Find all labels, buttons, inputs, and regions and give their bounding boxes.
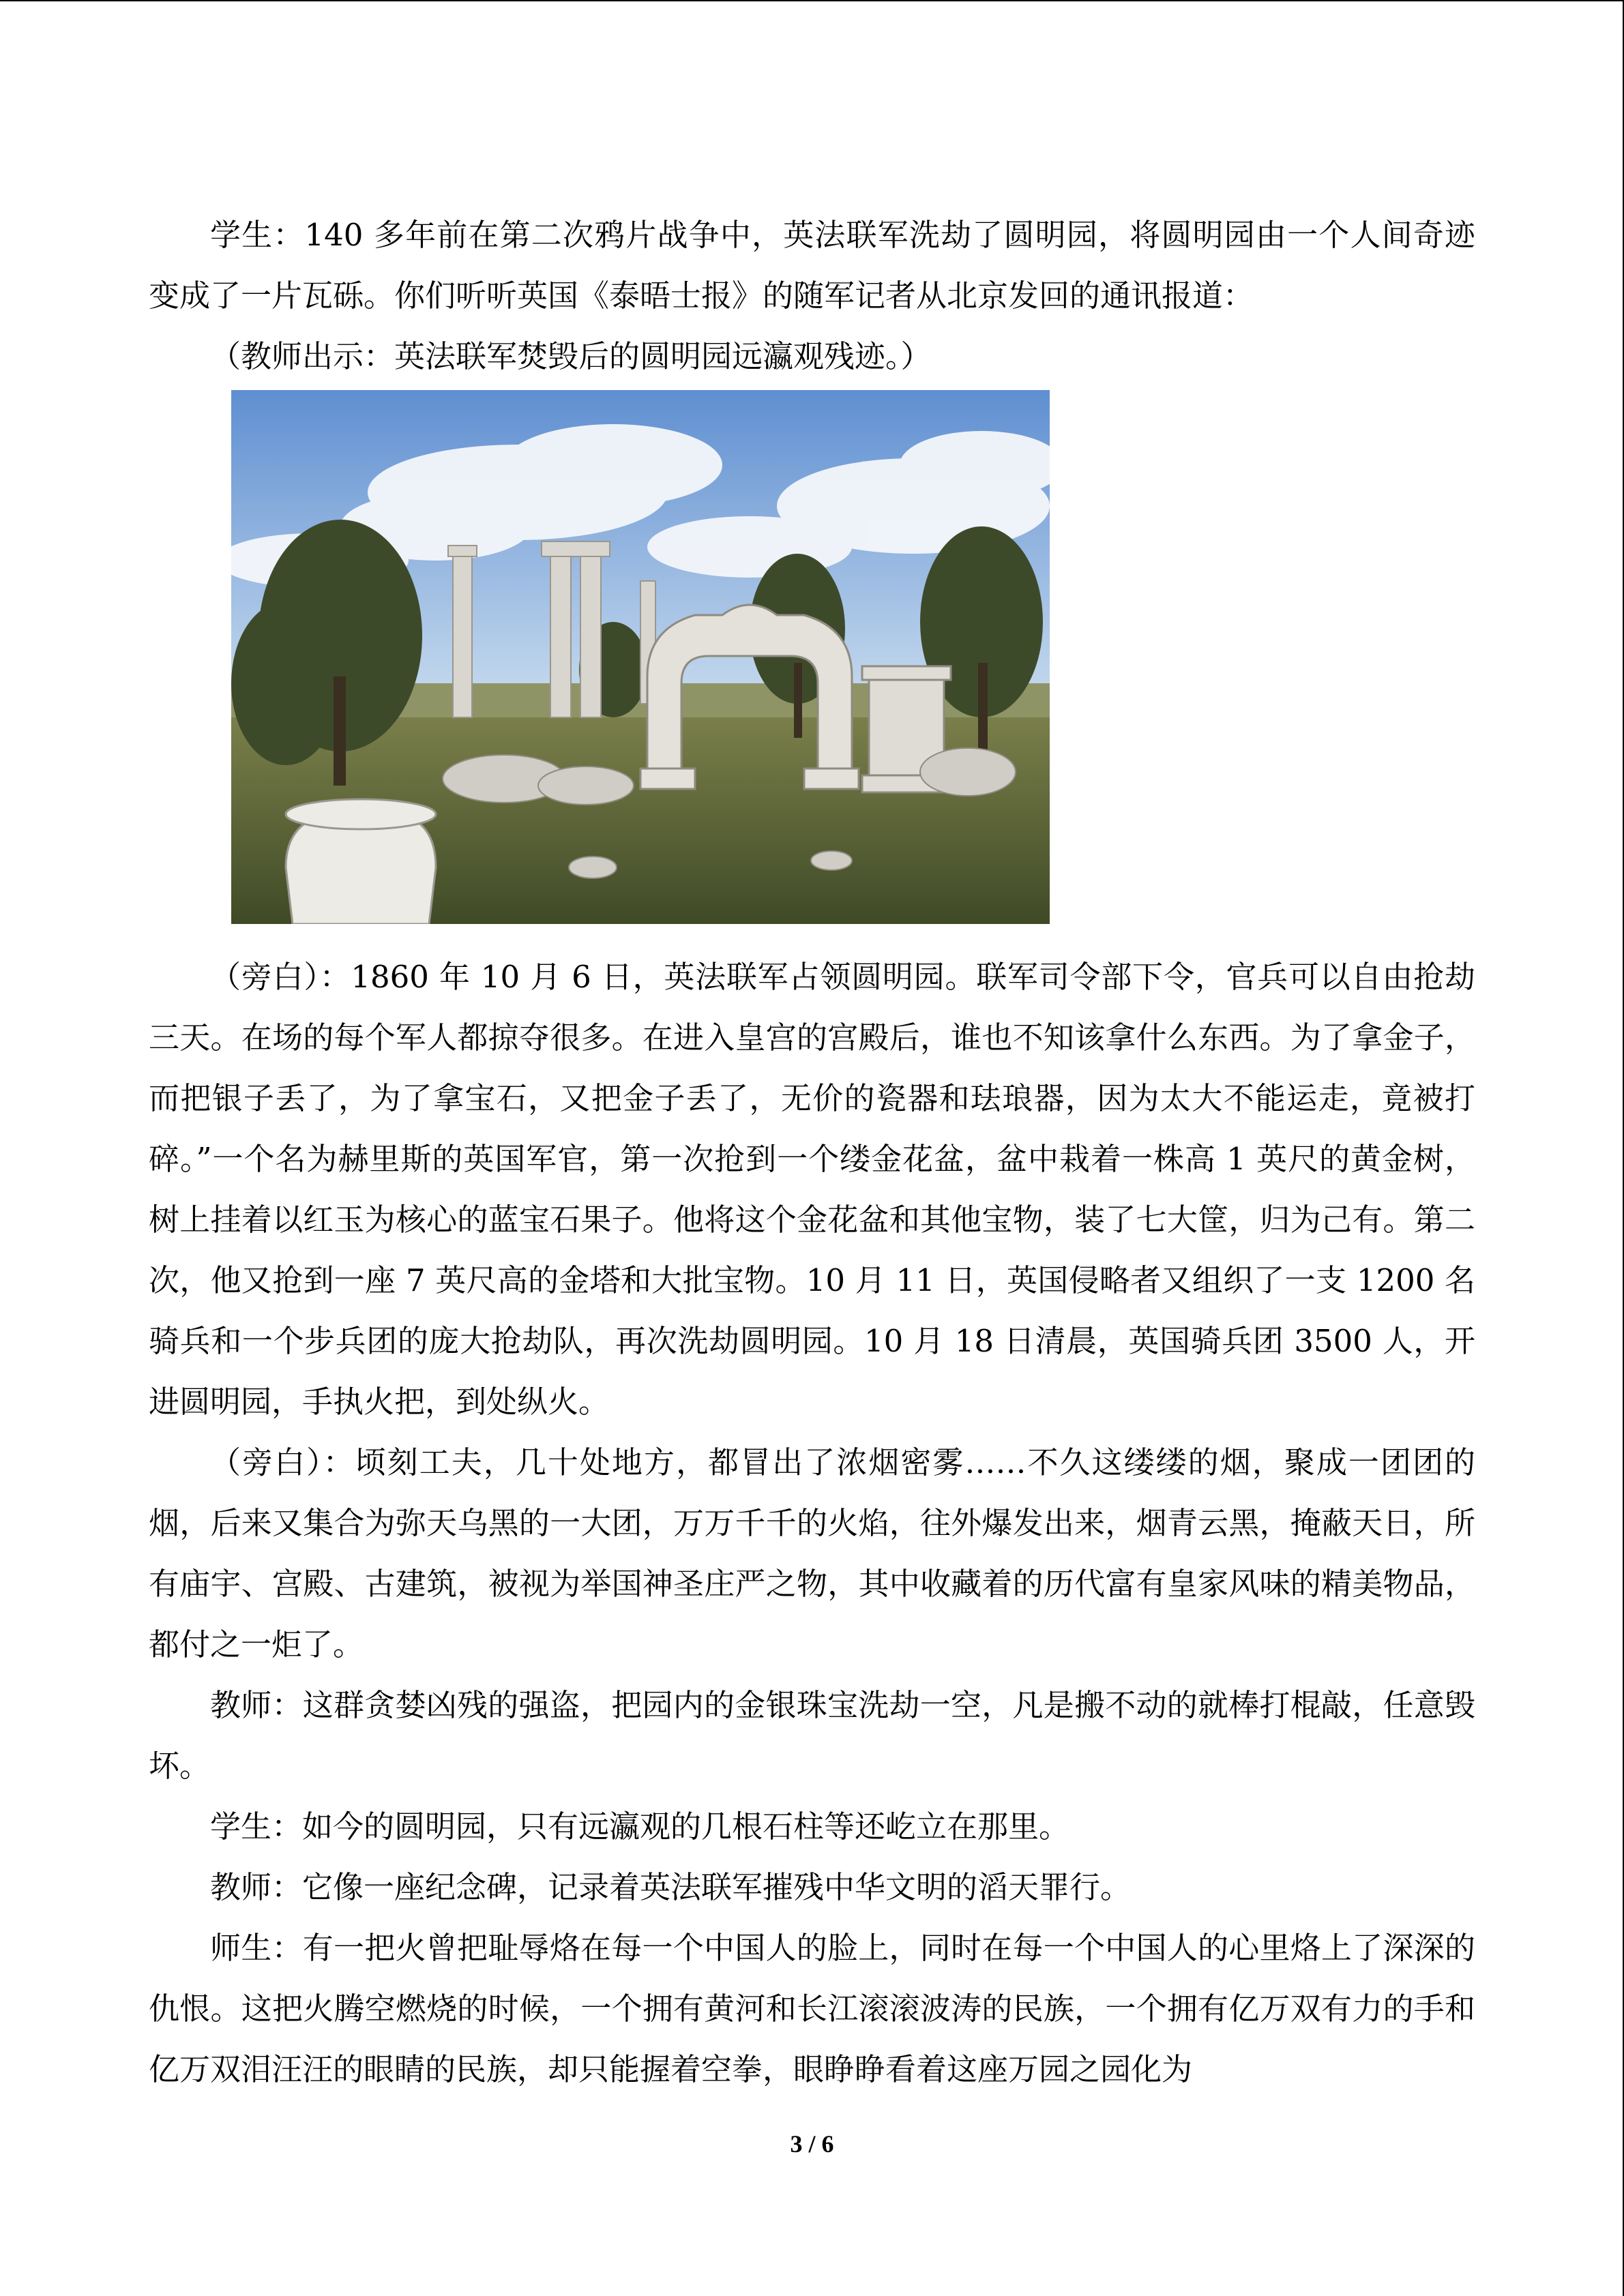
ruins-photo-illustration <box>231 390 1050 924</box>
paragraph-narration-1: （旁白）：1860 年 10 月 6 日，英法联军占领圆明园。联军司令部下令，官兵可以自由抢劫三天。在场的每个军人都掠夺很多。在进入皇宫的宫殿后，谁也不知该拿什么东西。为了拿金子，而把银子丢了，为了拿宝石，又把金子丢了，无价的瓷器和珐琅器，因为太大不能运走，竟被打碎。”一个名为赫里斯的英国军官，第一次抢到一个缕金花盆，盆中栽着一株高 1 英尺的黄金树，树上挂着以红玉为核心的蓝宝石果子。他将这个金花盆和其他宝物，装了七大筐，归为己有。第二次，他又抢到一座 7 英尺高的金塔和大批宝物。10 月 11 日，英国侵略者又组织了一支 1200 名骑兵和一个步兵团的庞大抢劫队，再次洗劫圆明园。10 月 18 日清晨，英国骑兵团 3500 人，开进圆明园，手执火把，到处纵火。 <box>149 959 1475 1420</box>
paragraph-narration-2: （旁白）：顷刻工夫，几十处地方，都冒出了浓烟密雾……不久这缕缕的烟，聚成一团团的烟，后来又集合为弥天乌黑的一大团，万万千千的火焰，往外爆发出来，烟青云黑，掩蔽天日，所有庙宇、宫殿、古建筑，被视为举国神圣庄严之物，其中收藏着的历代富有皇家风味的精美物品，都付之一炬了。 <box>149 1444 1475 1663</box>
paragraph-student-intro: 学生：140 多年前在第二次鸦片战争中，英法联军洗劫了圆明园，将圆明园由一个人间奇迹变成了一片瓦砾。你们听听英国《泰晤士报》的随军记者从北京发回的通讯报道： <box>149 217 1475 314</box>
paragraph-teacher-robbers: 教师：这群贪婪凶残的强盗，把园内的金银珠宝洗劫一空，凡是搬不动的就棒打棍敲，任意毁坏。 <box>149 1687 1475 1784</box>
page-border-top <box>0 0 1624 1</box>
document-body-bottom <box>149 946 1475 2100</box>
paragraph-teacher-student-fire: 师生：有一把火曾把耻辱烙在每一个中国人的脸上，同时在每一个中国人的心里烙上了深深的仇恨。这把火腾空燃烧的时候，一个拥有黄河和长江滚滚波涛的民族，一个拥有亿万双有力的手和亿万双泪汪汪的眼睛的民族，却只能握着空拳，眼睁睁看着这座万园之园化为 <box>149 1930 1475 2087</box>
paragraph-student-columns: 学生：如今的圆明园，只有远瀛观的几根石柱等还屹立在那里。 <box>210 1808 1070 1845</box>
paragraph-teacher-monument: 教师：它像一座纪念碑，记录着英法联军摧残中华文明的滔天罪行。 <box>210 1869 1132 1905</box>
paragraph-teacher-shows: （教师出示：英法联军焚毁后的圆明园远瀛观残迹。） <box>210 338 932 374</box>
document-body-top <box>149 205 1475 387</box>
yuanmingyuan-ruins-photo <box>231 390 1050 924</box>
page-number: 3 / 6 <box>790 2130 834 2158</box>
